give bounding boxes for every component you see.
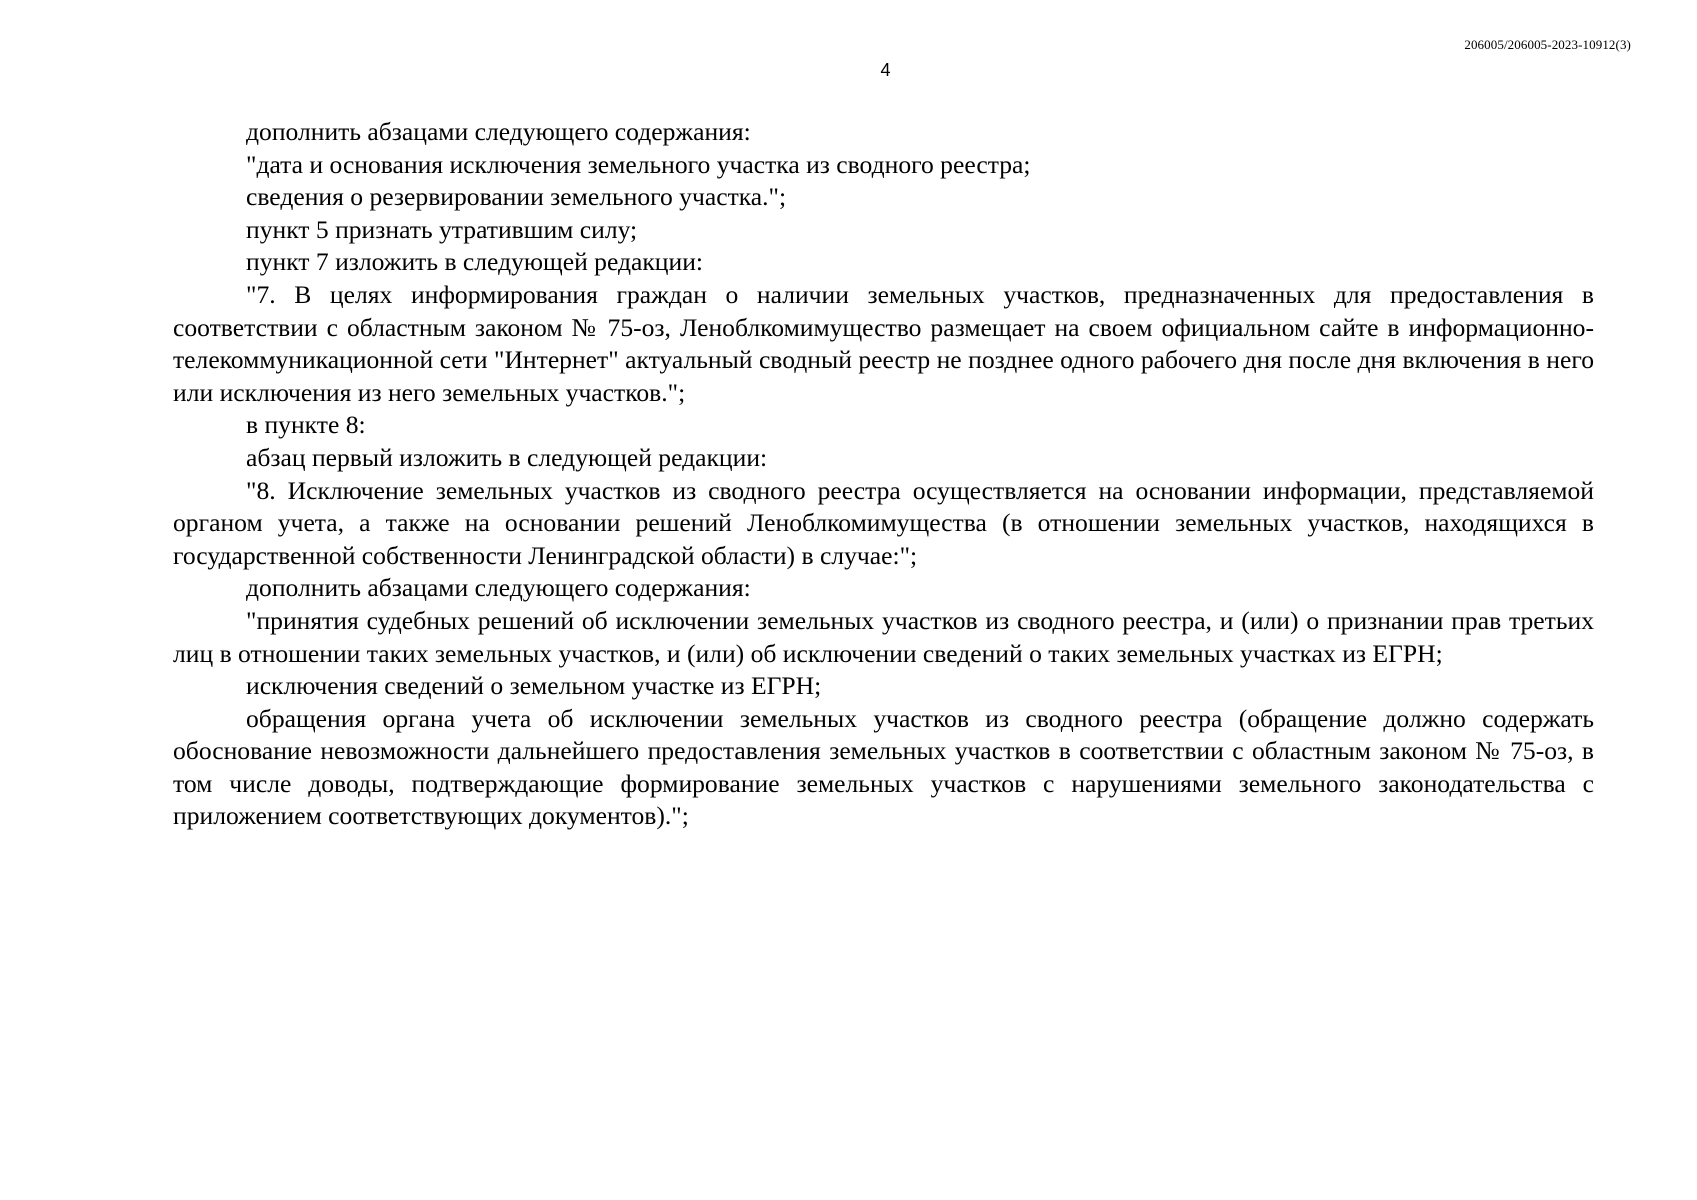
page-number: 4: [880, 60, 891, 80]
document-body: [173, 116, 1594, 833]
paragraph: обращения органа учета об исключении земельных участков из сводного реестра (обращение должно содержать обоснование невозможности дальнейшего предоставления земельных участков в соответствии с областным законом № 75-оз, в том числе доводы, подтверждающие формирование земельных участков с нарушениями земельного законодательства с приложением соответствующих документов).";: [173, 703, 1594, 831]
paragraph: пункт 7 изложить в следующей редакции:: [246, 247, 704, 277]
document-id: 206005/206005-2023-10912(3): [1464, 37, 1631, 52]
paragraph: "принятия судебных решений об исключении земельных участков из сводного реестра, и (или) о признании прав третьих лиц в отношении таких земельных участков, и (или) об исключении сведений о таких земельных участках из ЕГРН;: [173, 605, 1594, 668]
paragraph: пункт 5 признать утратившим силу;: [246, 214, 638, 244]
paragraph: дополнить абзацами следующего содержания:: [246, 573, 751, 603]
paragraph: "7. В целях информирования граждан о наличии земельных участков, предназначенных для предоставления в соответствии с областным законом № 75-оз, Леноблкомимущество размещает на своем официальном сайте в информационно-телекоммуникационной сети "Интернет" актуальный сводный реестр не позднее одного рабочего дня после дня включения в него или исключения из него земельных участков.";: [173, 279, 1594, 407]
paragraph: в пункте 8:: [246, 410, 366, 440]
paragraph: сведения о резервировании земельного участка.";: [246, 182, 787, 212]
paragraph: "8. Исключение земельных участков из сводного реестра осуществляется на основании информации, представляемой органом учета, а также на основании решений Леноблкомимущества (в отношении земельных участков, находящихся в государственной собственности Ленинградской области) в случае:";: [173, 475, 1594, 570]
paragraph: исключения сведений о земельном участке из ЕГРН;: [246, 671, 822, 701]
paragraph: "дата и основания исключения земельного участка из сводного реестра;: [246, 149, 1031, 179]
paragraph: абзац первый изложить в следующей редакции:: [246, 442, 768, 472]
paragraph: дополнить абзацами следующего содержания:: [246, 117, 751, 146]
